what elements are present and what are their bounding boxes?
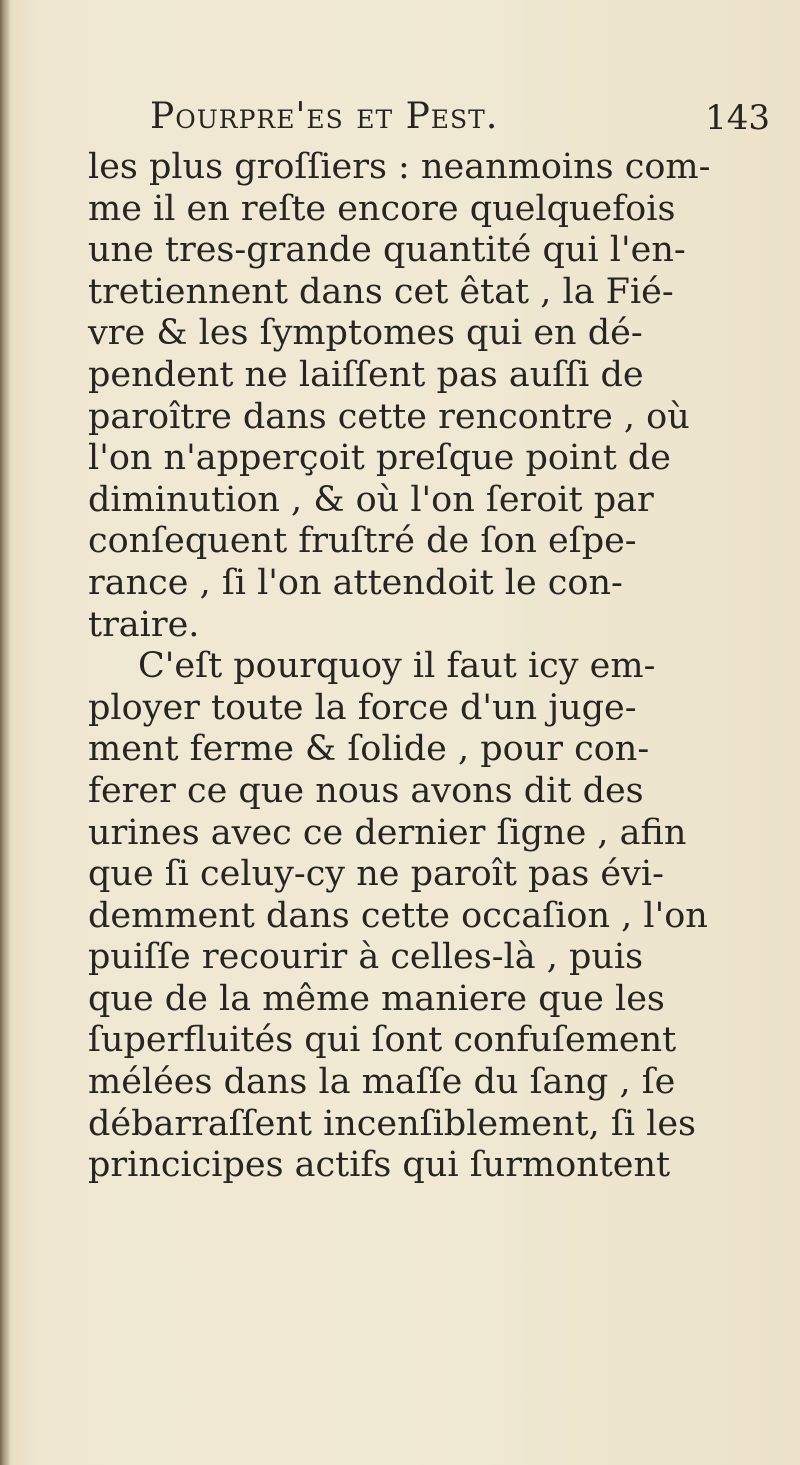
text-line: diminution , & où l'on ſeroit par — [88, 479, 654, 520]
text-line: tretiennent dans cet êtat , la Fié- — [88, 271, 674, 312]
text-line: ferer ce que nous avons dit des — [88, 770, 644, 811]
text-line-paragraph-start: C'eſt pourquoy il faut icy em- — [138, 646, 656, 687]
text-line: demment dans cette occaſion , l'on — [88, 895, 708, 936]
text-line: traire. — [88, 604, 200, 645]
text-line: que de la même maniere que les — [88, 978, 665, 1019]
text-line: débarraſſent incenſiblement, ſi les — [88, 1103, 697, 1144]
text-line: princicipes actifs qui ſurmontent — [88, 1145, 671, 1186]
text-line: urines avec ce dernier ſigne , afin — [88, 812, 687, 853]
running-title: Pourpre'es et Pest. — [150, 96, 499, 137]
text-line: que ſi celuy-cy ne paroît pas évi- — [88, 854, 664, 895]
text-line: paroître dans cette rencontre , où — [88, 396, 690, 437]
text-line: pendent ne laiſſent pas auſſi de — [88, 354, 644, 395]
text-line: les plus groſſiers : neanmoins com- — [88, 147, 711, 187]
text-line: ment ferme & ſolide , pour con- — [88, 729, 650, 770]
body-text — [88, 147, 778, 1187]
text-line: mélées dans la maſſe du ſang , ſe — [88, 1062, 676, 1103]
page-header — [150, 96, 770, 146]
text-line: puiſſe recourir à celles-là , puis — [88, 937, 644, 978]
text-line: une tres-grande quantité qui l'en- — [88, 230, 686, 271]
text-line: l'on n'apperçoit preſque point de — [88, 438, 672, 479]
page-number: 143 — [705, 98, 770, 138]
page-gutter-shadow — [0, 0, 10, 1465]
text-line: ployer toute la force d'un juge- — [88, 687, 637, 728]
text-line: ſuperfluités qui ſont confuſement — [88, 1020, 677, 1061]
text-line: me il en reſte encore quelquefois — [88, 188, 676, 229]
text-line: vre & les ſymptomes qui en dé- — [88, 313, 643, 354]
text-line: conſequent fruſtré de ſon eſpe- — [88, 521, 637, 562]
text-line: rance , ſi l'on attendoit le con- — [88, 562, 623, 603]
